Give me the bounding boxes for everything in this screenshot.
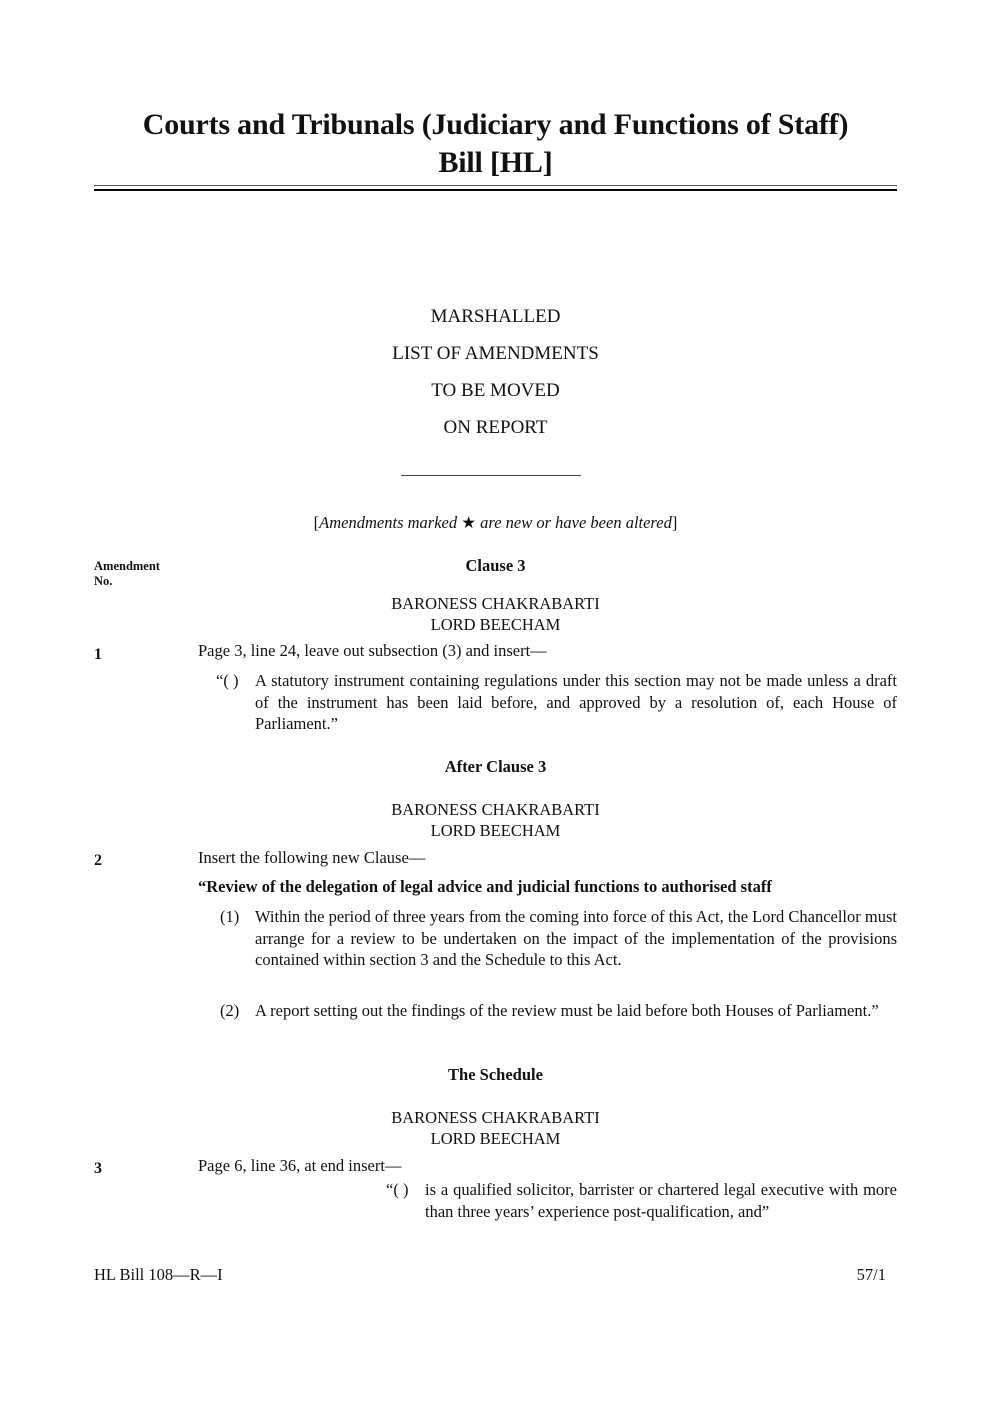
inserted-text-3: “( ) is a qualified solicitor, barrister or chartered legal executive with more than three years’ experience post-qualification, and”	[386, 1180, 897, 1221]
bill-title-line-1: Courts and Tribunals (Judiciary and Functions of Staff)	[142, 108, 849, 141]
amendment-number-2: 2	[94, 852, 102, 869]
inserted-label: “( )	[216, 671, 239, 690]
subsection-label: (2)	[220, 1001, 240, 1020]
section-heading-schedule: The Schedule	[448, 1065, 543, 1084]
inserted-label: “( )	[386, 1180, 409, 1199]
amendments-note: [Amendments marked ★ are new or have been altered]	[313, 513, 678, 532]
inserted-text-1: “( ) A statutory instrument containing regulations under this section may not be made unless a draft of the instrument has been laid before, and approved by a resolution of, each House of Parliament.”	[216, 671, 897, 733]
separator-rule	[401, 475, 581, 476]
amendment-instruction-1: Page 3, line 24, leave out subsection (3) and insert—	[198, 641, 547, 660]
subtitle-line-4: ON REPORT	[443, 417, 548, 438]
subtitle-line-2: LIST OF AMENDMENTS	[392, 343, 599, 364]
bill-title	[94, 106, 897, 182]
subsection-label: (1)	[220, 907, 240, 926]
movers-list: BARONESS CHAKRABARTI LORD BEECHAM	[391, 1108, 600, 1148]
subtitle-line-3: TO BE MOVED	[431, 380, 560, 401]
amendment-number-1: 1	[94, 646, 102, 663]
title-rule-thick	[94, 189, 897, 191]
subtitle-line-1: MARSHALLED	[430, 306, 561, 327]
amendment-number-3: 3	[94, 1160, 102, 1177]
footer-bill-reference: HL Bill 108—R—I	[94, 1265, 223, 1284]
movers-list: BARONESS CHAKRABARTI LORD BEECHAM	[391, 594, 600, 634]
subsection-1: (1) Within the period of three years from the coming into force of this Act, the Lord Chancellor must arrange for a review to be undertaken on the impact of the implementation of the provisions contained within section 3 and the Schedule to this Act.	[220, 907, 897, 969]
new-clause-title: “Review of the delegation of legal advice and judicial functions to authorised staff	[198, 877, 772, 896]
amendment-number-header: Amendment No.	[94, 559, 160, 588]
amendment-instruction-3: Page 6, line 36, at end insert—	[198, 1156, 402, 1175]
footer-page-number: 57/1	[856, 1265, 886, 1284]
amendment-instruction-2: Insert the following new Clause—	[198, 848, 426, 867]
title-rule-thin	[94, 185, 897, 186]
star-icon: ★	[461, 513, 477, 532]
bill-title-line-2: Bill [HL]	[438, 146, 553, 179]
subsection-2: (2) A report setting out the findings of the review must be laid before both Houses of Parliament.”	[220, 1001, 879, 1020]
movers-list: BARONESS CHAKRABARTI LORD BEECHAM	[391, 800, 600, 840]
section-heading-clause-3: Clause 3	[465, 556, 526, 575]
section-heading-after-clause-3: After Clause 3	[444, 757, 547, 776]
